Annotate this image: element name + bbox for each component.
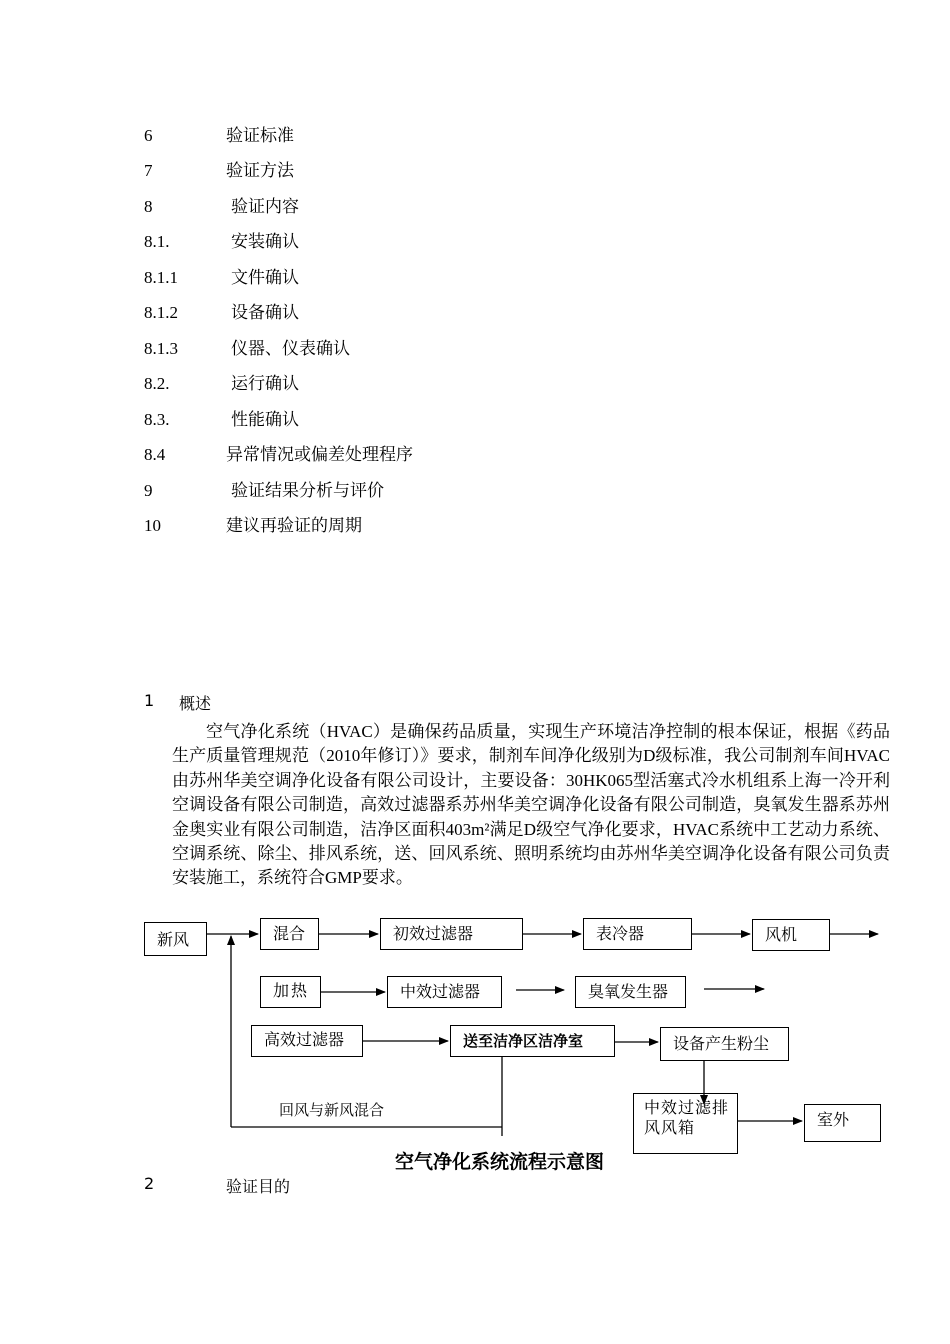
toc-number: 10 bbox=[144, 516, 161, 535]
toc-number: 8.1.2 bbox=[144, 303, 178, 322]
box-medium-filter: 中效过滤器 bbox=[387, 976, 502, 1008]
box-hepa-filter: 高效过滤器 bbox=[251, 1025, 363, 1057]
toc-title: 性能确认 bbox=[231, 410, 299, 429]
toc-number: 8.3. bbox=[144, 410, 170, 429]
toc-title: 安装确认 bbox=[231, 232, 299, 251]
section-number: 1 bbox=[144, 691, 155, 710]
toc-number: 7 bbox=[144, 161, 153, 180]
box-fresh-air: 新风 bbox=[144, 922, 207, 956]
toc-title: 设备确认 bbox=[231, 303, 299, 322]
toc-title: 验证内容 bbox=[231, 197, 299, 216]
section-number: 2 bbox=[144, 1174, 155, 1193]
toc-number: 9 bbox=[144, 481, 153, 500]
box-surface-cooler: 表冷器 bbox=[583, 918, 692, 950]
diagram-title: 空气净化系统流程示意图 bbox=[395, 1151, 605, 1173]
toc-title: 验证标准 bbox=[226, 126, 294, 145]
box-mixing: 混合 bbox=[260, 918, 319, 950]
toc-title: 仪器、仪表确认 bbox=[231, 339, 350, 358]
box-exhaust: 中效过滤排风风箱 bbox=[633, 1093, 738, 1154]
toc-title: 运行确认 bbox=[231, 374, 299, 393]
box-fan: 风机 bbox=[752, 919, 830, 951]
toc-number: 8 bbox=[144, 197, 153, 216]
toc-number: 8.2. bbox=[144, 374, 170, 393]
toc-number: 8.4 bbox=[144, 445, 166, 464]
toc-title: 异常情况或偏差处理程序 bbox=[226, 445, 413, 464]
toc-title: 验证方法 bbox=[226, 161, 294, 180]
toc-number: 8.1.3 bbox=[144, 339, 178, 358]
box-outdoor: 室外 bbox=[804, 1104, 881, 1142]
toc-number: 8.1. bbox=[144, 232, 170, 251]
toc-number: 6 bbox=[144, 126, 153, 145]
box-equipment-dust: 设备产生粉尘 bbox=[660, 1027, 789, 1061]
toc-title: 验证结果分析与评价 bbox=[231, 481, 384, 500]
toc-number: 8.1.1 bbox=[144, 268, 178, 287]
overview-paragraph: 空气净化系统（HVAC）是确保药品质量，实现生产环境洁净控制的根本保证，根据《药品生产质量管理规范（2010年修订）》要求，制剂车间净化级别为D级标准，我公司制剂车间HVAC由苏州华美空调净化设备有限公司设计，主要设备：30HK065型活塞式冷水机组系上海一冷开利空调设备有限公司制造，高效过滤器系苏州华美空调净化设备有限公司制造，臭氧发生器系苏州金奥实业有限公司制造，洁净区面积403m²满足D级空气净化要求，HVAC系统中工艺动力系统、空调系统、除尘、排风系统，送、回风系统、照明系统均由苏州华美空调净化设备有限公司负责安装施工，系统符合GMP要求。 bbox=[172, 722, 890, 888]
return-air-label: 回风与新风混合 bbox=[279, 1103, 385, 1119]
section-title: 概述 bbox=[179, 694, 212, 713]
box-heating: 加热 bbox=[260, 976, 321, 1008]
section-title: 验证目的 bbox=[226, 1177, 291, 1196]
toc-title: 文件确认 bbox=[231, 268, 299, 287]
box-primary-filter: 初效过滤器 bbox=[380, 918, 523, 950]
box-ozone-generator: 臭氧发生器 bbox=[575, 976, 686, 1008]
box-to-clean-room: 送至洁净区洁净室 bbox=[450, 1025, 615, 1057]
toc-title: 建议再验证的周期 bbox=[226, 516, 362, 535]
